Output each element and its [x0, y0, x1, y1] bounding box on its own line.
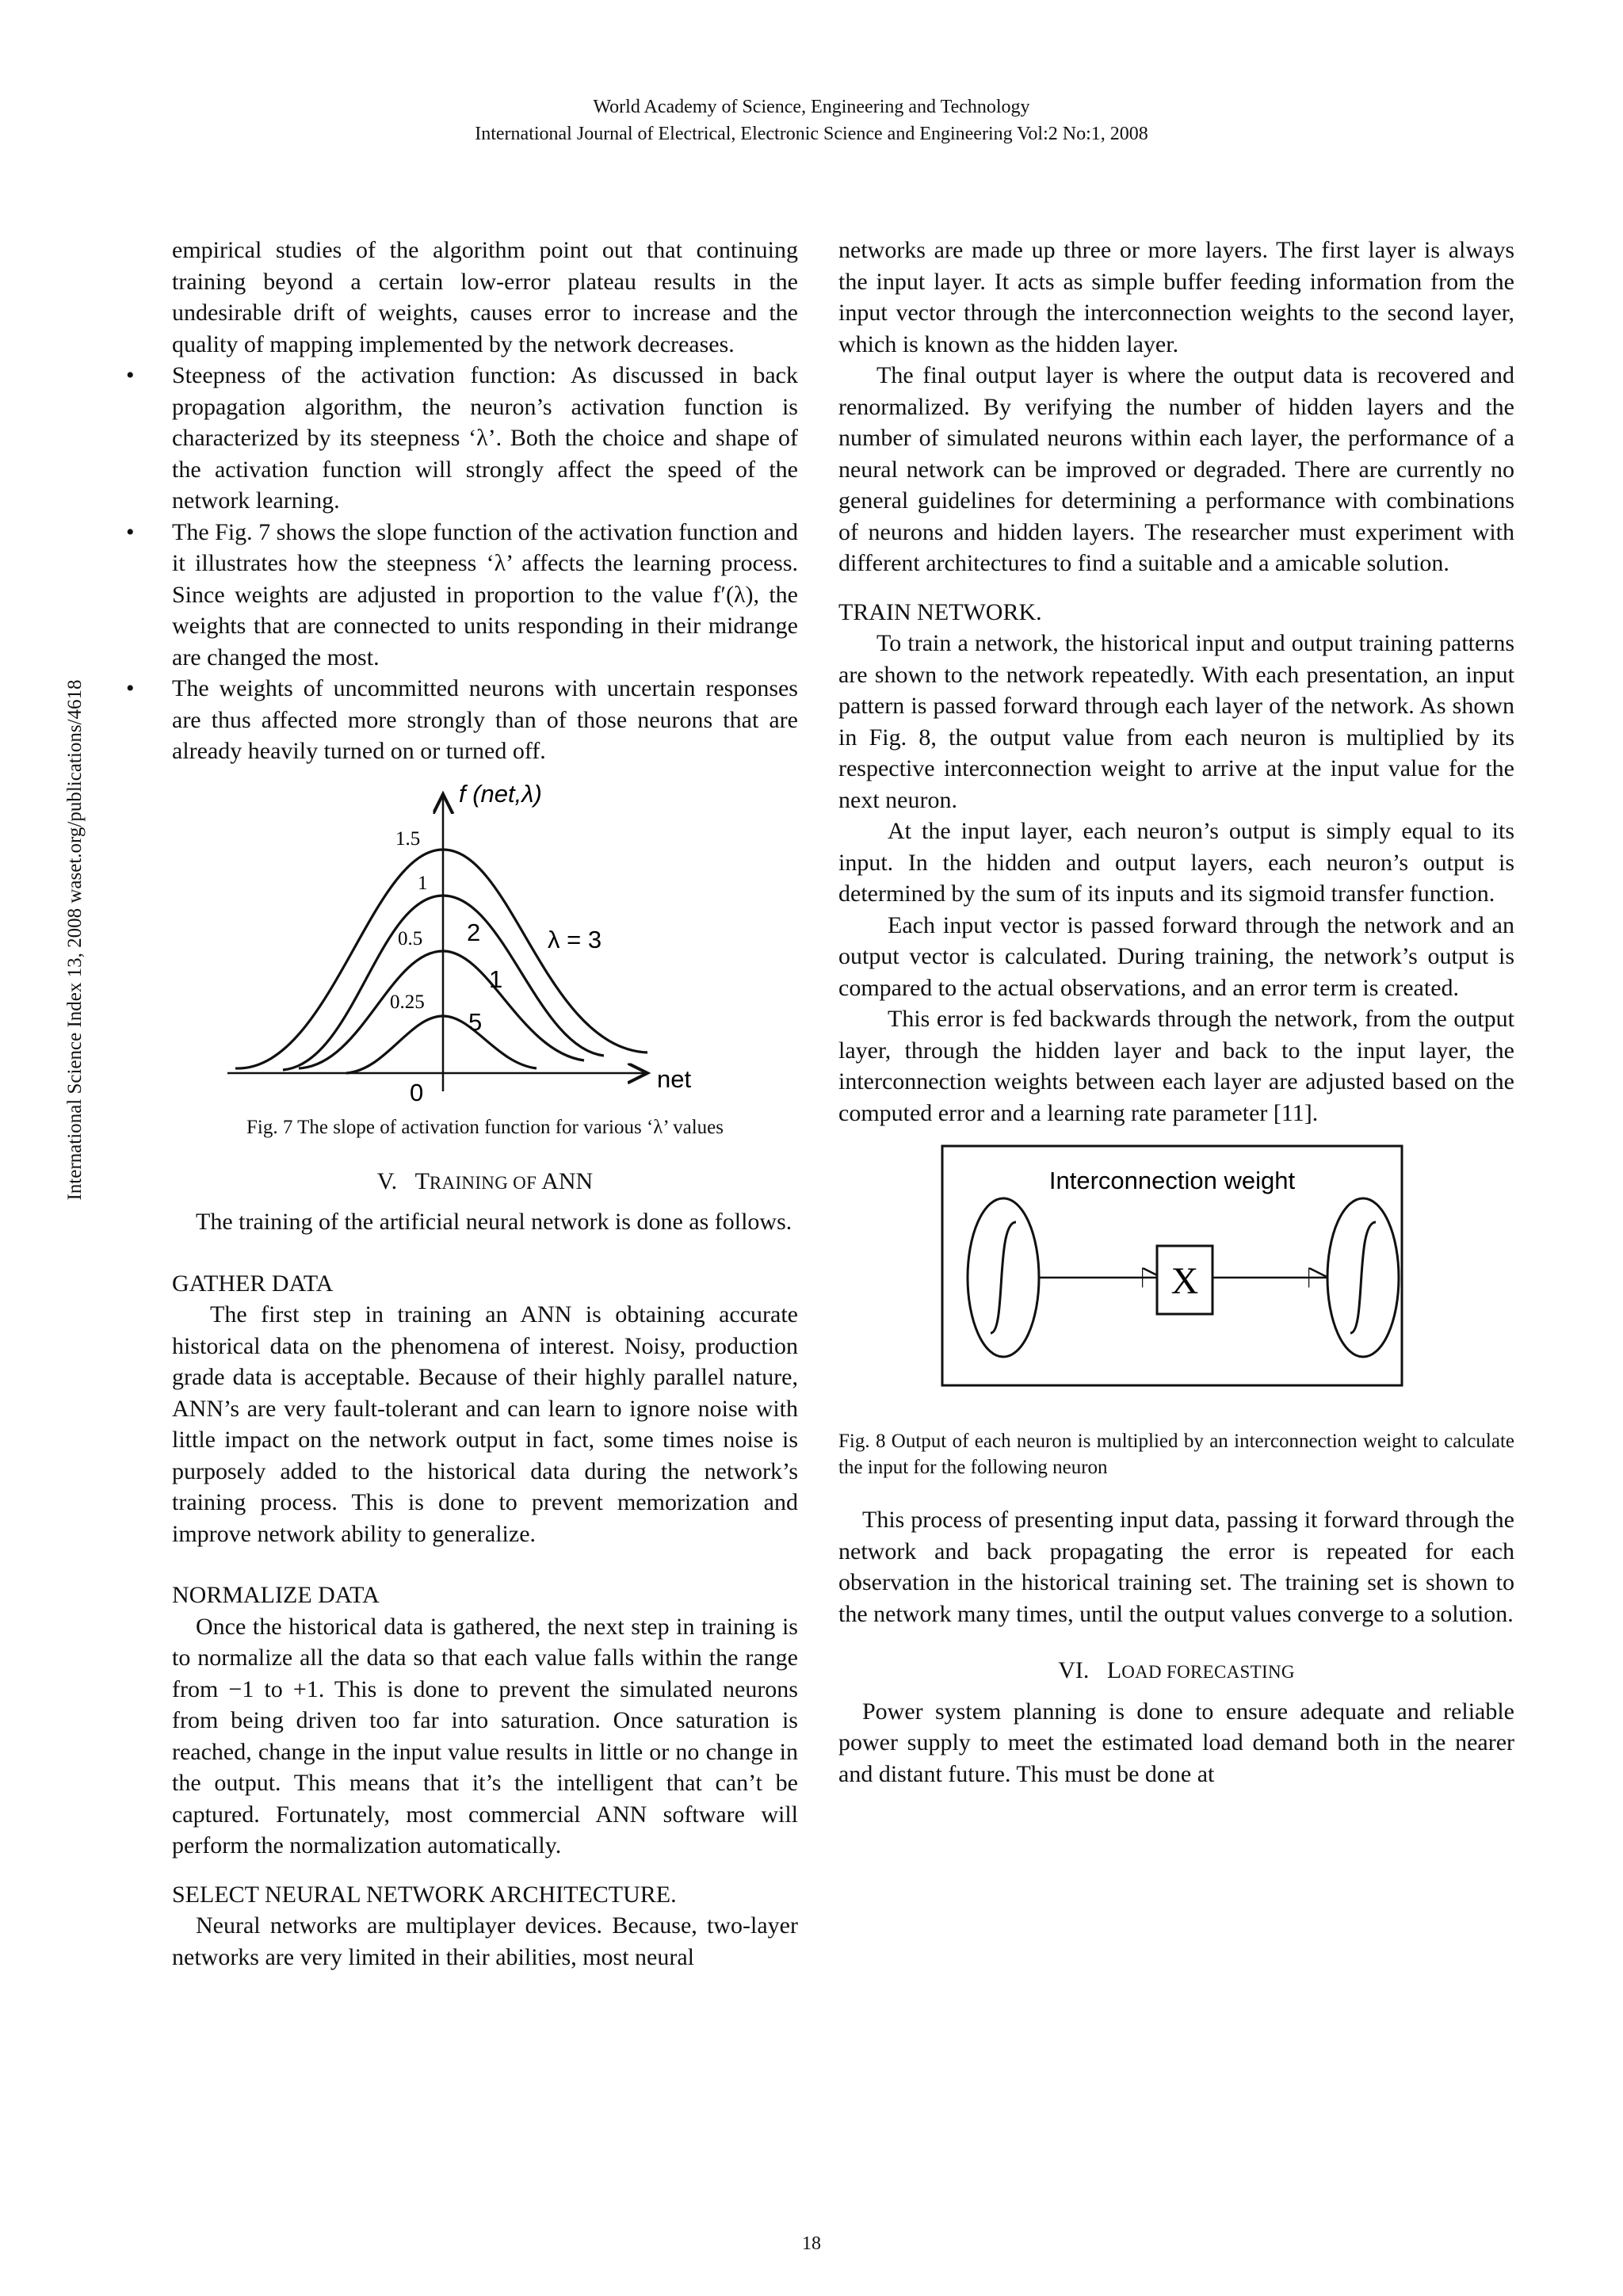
- page-number: 18: [802, 2233, 821, 2254]
- section-6-paragraph: Power system planning is done to ensure adequate and reliable power supply to meet the estimated load demand both in the nearer and distant future. This must be done at: [838, 1698, 1514, 1787]
- section-6-heading: [838, 1655, 1514, 1688]
- fig7-curve-label: 2: [467, 918, 481, 946]
- bullet-item: • Steepness of the activation function: As discussed in back propagation algorithm, the neuron’s activation function is characterized by its steepness ‘λ’. Both the choice and shape of the activation function will strongly affect the speed of the network learning.: [172, 360, 798, 517]
- fig8-interconnection-diagram: [838, 1143, 1514, 1412]
- section-5-intro: The training of the artificial neural network is done as follows.: [196, 1209, 792, 1235]
- fig8-sigmoid-icon-right: [1350, 1222, 1376, 1333]
- train-network-paragraph-3: Each input vector is passed forward through the network and an output vector is calculated. During training, the network’s output is compared to the actual observations, and an error term is created.: [838, 911, 1514, 1001]
- section-5-title-rest: RAINING OF: [429, 1172, 542, 1193]
- fig7-origin-label: 0: [410, 1078, 424, 1106]
- fig7-curve-lambda-3: [235, 850, 647, 1068]
- section-5-number: V.: [376, 1167, 398, 1194]
- fig8-multiplier-symbol: X: [1170, 1260, 1199, 1302]
- fig7-y-axis-label: f (net,λ): [459, 779, 542, 808]
- train-network-paragraph-1: To train a network, the historical input and output training patterns are shown to the network repeatedly. With each presentation, an input pattern is passed forward through each layer of the network. As shown in Fig. 8, the output value from each neuron is multiplied by its respective interconnection weight to arrive at the input value for the next neuron.: [838, 630, 1514, 813]
- section-5-title-end: ANN: [541, 1167, 594, 1194]
- output-layer-paragraph: The final output layer is where the output data is recovered and renormalized. By verifying the number of hidden layers and the number of simulated neurons within each layer, the performance of a neural network can be improved or degraded. There are currently no general guidelines for determining a performance with combinations of neurons and hidden layers. The researcher must experiment with different architectures to find a suitable and a amicable solution.: [838, 362, 1514, 576]
- fig8-title: Interconnection weight: [1048, 1167, 1296, 1194]
- fig7-activation-slope-chart: [172, 778, 798, 1111]
- layers-paragraph: networks are made up three or more layers. The first layer is always the input layer. It acts as simple buffer feeding information from the input vector through the interconnection weights to the second layer, which is known as the hidden layer.: [838, 237, 1514, 357]
- fig7-peak-label: 1: [418, 872, 428, 894]
- sidebar-text: International Science Index 13, 2008 waset.org/publications/4618: [64, 679, 86, 1201]
- train-network-paragraph-2: At the input layer, each neuron’s output is simply equal to its input. In the hidden and output layers, each neuron’s output is determined by the sum of its inputs and its sigmoid transfer function.: [838, 818, 1514, 907]
- left-column: [172, 235, 798, 1973]
- fig7-x-axis-label: net: [657, 1064, 692, 1093]
- fig7-peak-label: 1.5: [395, 827, 421, 850]
- bullet-item: • The Fig. 7 shows the slope function of the activation function and it illustrates how the steepness ‘λ’ affects the learning process. Since weights are adjusted in proportion to the value f′(λ), the weights that are connected to units responding in their midrange are changed the most.: [172, 517, 798, 674]
- train-network-paragraph-4: This error is fed backwards through the network, from the output layer, through the hidden layer and back to the input layer, the interconnection weights between each layer are adjusted based on the computed error and a learning rate parameter [11].: [838, 1006, 1514, 1126]
- fig8-caption: Fig. 8 Output of each neuron is multiplied by an interconnection weight to calculate the input for the following neuron: [838, 1431, 1514, 1478]
- section-6-number: VI.: [1058, 1657, 1090, 1683]
- fig8-neuron-right: [1327, 1198, 1399, 1357]
- normalize-data-heading: NORMALIZE DATA: [172, 1582, 380, 1608]
- select-architecture-heading: SELECT NEURAL NETWORK ARCHITECTURE.: [172, 1881, 677, 1908]
- section-5-title-first: T: [414, 1167, 430, 1194]
- header-line-2: International Journal of Electrical, Electronic Science and Engineering Vol:2 No:1, 2008: [475, 124, 1148, 144]
- fig7-curve-lambda-5: [346, 1016, 537, 1073]
- journal-header: [0, 94, 1623, 147]
- train-network-heading: TRAIN NETWORK.: [838, 598, 1042, 625]
- normalize-data-paragraph: Once the historical data is gathered, the next step in training is to normalize all the data so that each value falls within the range from −1 to +1. This is done to prevent the simulated neurons from being driven too far into saturation. Once saturation is reached, change in the input value results in little or no change in the output. This means that it’s the intelligent that can’t be captured. Fortunately, most commercial ANN software will perform the normalization automatically.: [172, 1613, 798, 1859]
- header-line-1: World Academy of Science, Engineering and Technology: [593, 97, 1030, 117]
- fig7-curve-label: λ = 3: [548, 925, 602, 953]
- fig8-sigmoid-icon-left: [991, 1222, 1016, 1333]
- right-column: [838, 235, 1514, 1790]
- section-6-title-rest: OAD FORECASTING: [1121, 1662, 1295, 1682]
- section-6-title-first: L: [1106, 1657, 1122, 1683]
- bullet-list: [172, 360, 798, 767]
- select-architecture-paragraph: Neural networks are multiplayer devices. Because, two-layer networks are very limited in their abilities, most neural: [172, 1912, 798, 1970]
- fig7-curve-label: 1: [489, 965, 503, 993]
- fig7-caption: Fig. 7 The slope of activation function for various ‘λ’ values: [246, 1116, 724, 1138]
- fig7-curve-label: 5: [468, 1007, 483, 1036]
- gather-data-heading: GATHER DATA: [172, 1270, 334, 1297]
- gather-data-paragraph: The first step in training an ANN is obtaining accurate historical data on the phenomena of interest. Noisy, production grade data is acceptable. Because of their highly parallel nature, ANN’s are very fault-tolerant and can learn to ignore noise with little impact on the network output in fact, some times noise is purposely added to the historical data during the network’s training process. This is done to prevent memorization and improve network ability to generalize.: [172, 1301, 798, 1547]
- section-5-heading: [172, 1166, 798, 1199]
- fig7-peak-label: 0.25: [390, 991, 425, 1013]
- fig8-neuron-left: [968, 1198, 1039, 1357]
- bullet-item: • The weights of uncommitted neurons with uncertain responses are thus affected more strongly than of those neurons that are already heavily turned on or turned off.: [172, 673, 798, 767]
- process-paragraph: This process of presenting input data, passing it forward through the network and back propagating the error is repeated for each observation in the historical training set. The training set is shown to the network many times, until the output values converge to a solution.: [838, 1507, 1514, 1627]
- left-intro-paragraph: empirical studies of the algorithm point out that continuing training beyond a certain low-error plateau results in the undesirable drift of weights, causes error to increase and the quality of mapping implemented by the network decreases.: [172, 237, 798, 357]
- fig7-peak-label: 0.5: [398, 927, 423, 949]
